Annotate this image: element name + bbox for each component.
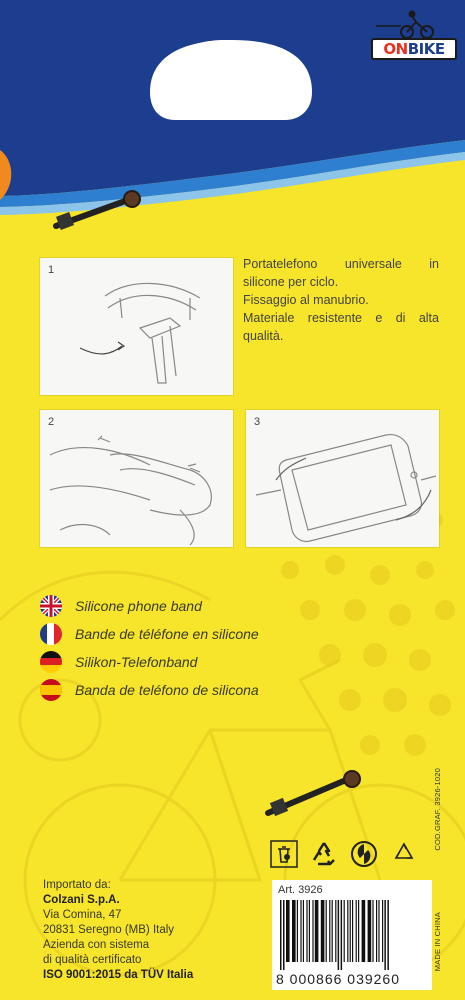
description-line-3: Fissaggio al manubrio. xyxy=(243,293,369,307)
stretch-band-illustration xyxy=(40,410,233,547)
barcode-bar xyxy=(300,900,301,962)
barcode-bar xyxy=(350,900,351,962)
barcode-bar xyxy=(321,900,325,962)
language-row-de xyxy=(40,650,259,674)
barcode-bar xyxy=(358,900,359,962)
barcode-bar xyxy=(352,900,353,962)
panel-number-2: 2 xyxy=(48,416,55,428)
barcode-bar xyxy=(376,900,377,962)
made-in-text: MADE IN CHINA xyxy=(433,912,442,972)
product-description xyxy=(243,255,439,345)
importer-street: Via Comina, 47 xyxy=(43,909,122,921)
barcode-bar xyxy=(356,900,357,962)
barcode-bar xyxy=(378,900,379,962)
panel-number-1: 1 xyxy=(48,264,55,276)
barcode-bar xyxy=(292,900,296,962)
description-line-1: Portatelefono universale in xyxy=(243,257,439,271)
france-flag-icon xyxy=(40,623,62,645)
barcode-bar xyxy=(338,900,340,970)
barcode-box xyxy=(272,880,432,990)
handlebar-mount-illustration xyxy=(40,258,233,395)
barcode-bar xyxy=(387,900,389,970)
cyclist-icon xyxy=(371,10,457,40)
barcode-bar xyxy=(312,900,313,962)
spain-flag-icon xyxy=(40,679,62,701)
onbike-logo xyxy=(371,10,457,70)
barcode-bar xyxy=(329,900,330,962)
language-list xyxy=(40,594,259,706)
description-line-2: silicone per ciclo. xyxy=(243,275,339,289)
barcode-bar xyxy=(286,900,290,962)
importer-company: Colzani S.p.A. xyxy=(43,894,120,906)
barcode-bar xyxy=(384,900,386,970)
barcode-bar xyxy=(368,900,372,962)
barcode-bar xyxy=(280,900,282,970)
language-row-fr xyxy=(40,622,259,646)
importer-cert-line-1: Azienda con sistema xyxy=(43,939,150,951)
barcode-bar xyxy=(303,900,304,962)
importer-cert-line-2: di qualità certificato xyxy=(43,954,142,966)
recycling-symbols xyxy=(270,840,418,874)
cable-hook-top xyxy=(48,186,148,236)
recycle-loop-icon xyxy=(390,840,418,868)
barcode-bar xyxy=(332,900,333,962)
importer-city: 20831 Seregno (MB) Italy xyxy=(43,924,175,936)
barcode-bar xyxy=(306,900,307,962)
barcode-bar xyxy=(372,900,373,962)
barcode xyxy=(278,900,428,970)
logo-on-text: ON xyxy=(383,40,408,58)
instruction-panel-3 xyxy=(246,410,439,547)
importer-label: Importato da: xyxy=(43,879,111,891)
germany-flag-icon xyxy=(40,651,62,673)
cable-hook-bottom xyxy=(260,768,370,823)
language-text-es: Banda de teléfono de silicona xyxy=(75,682,259,698)
language-text-en: Silicone phone band xyxy=(75,598,202,614)
barcode-bar xyxy=(335,900,336,962)
barcode-number: 8 000866 039260 xyxy=(276,971,400,987)
barcode-bar xyxy=(341,900,343,970)
barcode-bar xyxy=(326,900,327,962)
green-dot-icon xyxy=(350,840,378,868)
bin-icon xyxy=(270,840,298,868)
barcode-bar xyxy=(347,900,348,962)
logo-bike-text: BIKE xyxy=(407,40,445,58)
barcode-bar xyxy=(283,900,285,970)
recycle-icon xyxy=(310,840,338,868)
barcode-bar xyxy=(315,900,319,962)
language-text-de: Silikon-Telefonband xyxy=(75,654,198,670)
article-number: Art. 3926 xyxy=(278,884,323,896)
barcode-bar xyxy=(309,900,310,962)
cod-graf-text: COD.GRAF. 3926-1020 xyxy=(433,768,442,851)
barcode-bar xyxy=(382,900,383,962)
instruction-panel-2 xyxy=(40,410,233,547)
importer-iso: ISO 9001:2015 da TÜV Italia xyxy=(43,969,194,981)
barcode-bar xyxy=(297,900,298,962)
barcode-bar xyxy=(344,900,345,962)
panel-number-3: 3 xyxy=(254,416,261,428)
barcode-bar xyxy=(362,900,366,962)
description-line-4: Materiale resistente e di alta qualità. xyxy=(243,311,439,343)
language-row-es xyxy=(40,678,259,702)
uk-flag-icon xyxy=(40,595,62,617)
importer-info xyxy=(43,878,193,983)
instruction-panel-1 xyxy=(40,258,233,395)
language-row-en xyxy=(40,594,259,618)
language-text-fr: Bande de téléfone en silicone xyxy=(75,626,259,642)
logo-wordmark xyxy=(371,38,457,60)
phone-in-band-illustration xyxy=(246,410,439,547)
